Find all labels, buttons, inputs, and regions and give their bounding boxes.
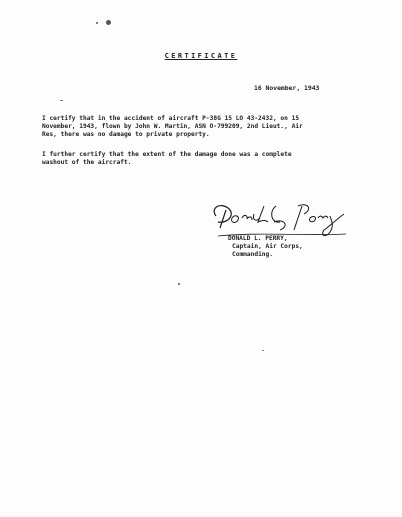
signer-role: Commanding. <box>232 251 273 258</box>
ink-speck <box>178 283 180 285</box>
certification-paragraph: I certify that in the accident of aircraft P-38G 15 LO 43-2432, on 15 November, 1943, flown by John W. Martin, ASN O-799209, 2nd Lieut., Air Res, there was no damage to private property. <box>42 115 303 138</box>
ink-speck <box>262 350 264 351</box>
ink-speck <box>60 100 63 101</box>
ink-speck <box>106 20 111 25</box>
document-date: 16 November, 1943 <box>254 84 320 92</box>
signer-name: DONALD L. PERRY, <box>228 235 288 242</box>
signer-title: Captain, Air Corps, <box>232 243 303 250</box>
ink-speck <box>96 22 98 24</box>
damage-paragraph: I further certify that the extent of the damage done was a complete washout of the aircraft. <box>42 151 292 166</box>
document-heading: CERTIFICATE <box>164 52 238 60</box>
